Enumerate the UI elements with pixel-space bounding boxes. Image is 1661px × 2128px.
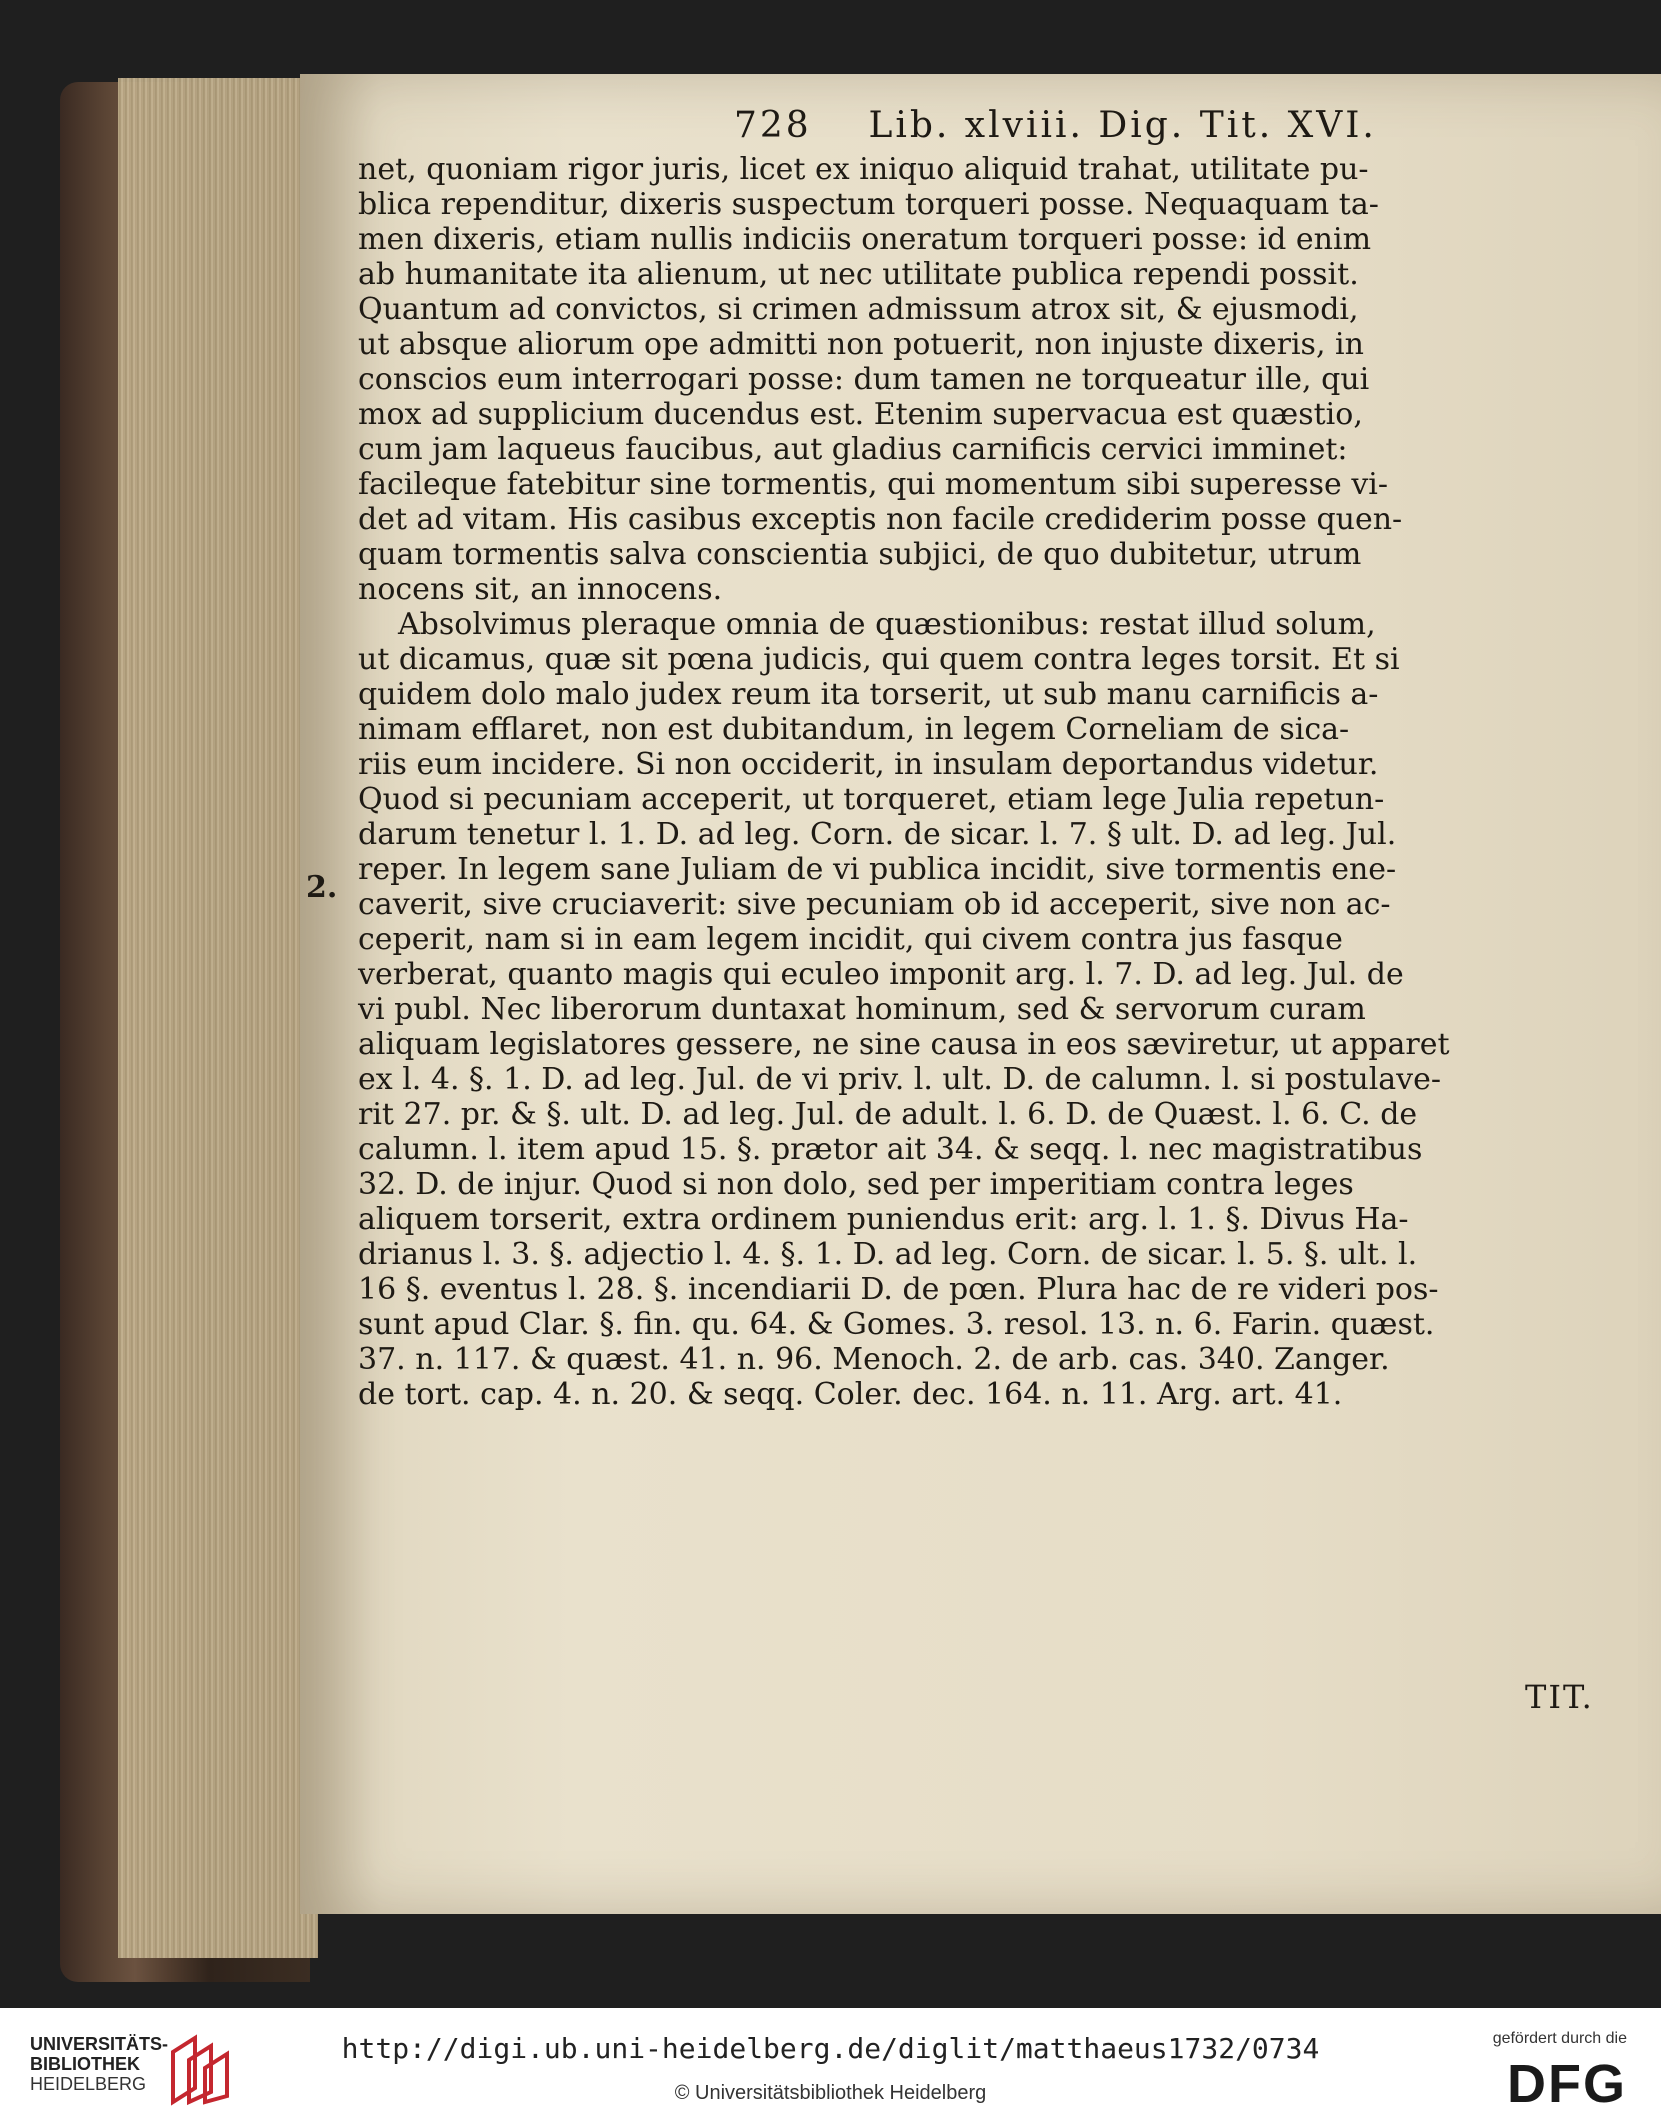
text-line: ceperit, nam si in eam legem incidit, qui civem contra jus fasque: [358, 922, 1343, 957]
text-line: nimam efflaret, non est dubitandum, in legem Corneliam de sica-: [358, 712, 1350, 747]
text-line: drianus l. 3. §. adjectio l. 4. §. 1. D. ad leg. Corn. de sicar. l. 5. §. ult. l.: [358, 1237, 1418, 1272]
text-line: calumn. l. item apud 15. §. prætor ait 34. & seqq. l. nec magistratibus: [358, 1132, 1423, 1167]
text-line: ab humanitate ita alienum, ut nec utilitate publica rependi possit.: [358, 257, 1359, 292]
text-line: riis eum incidere. Si non occiderit, in insulam deportandus videtur.: [358, 747, 1379, 782]
text-line: net, quoniam rigor juris, licet ex iniquo aliquid trahat, utilitate pu-: [358, 152, 1369, 187]
text-line: men dixeris, etiam nullis indiciis oneratum torqueri posse: id enim: [358, 222, 1372, 257]
text-line: vi publ. Nec liberorum duntaxat hominum, sed & servorum curam: [358, 992, 1366, 1027]
funded-by-label: gefördert durch die: [1492, 2030, 1627, 2047]
library-name-line3: HEIDELBERG: [30, 2074, 147, 2094]
running-head-title: Lib. xlviii. Dig. Tit. XVI.: [868, 105, 1377, 146]
text-line: aliquem torserit, extra ordinem puniendus erit: arg. l. 1. §. Divus Ha-: [358, 1202, 1409, 1237]
text-line: mox ad supplicium ducendus est. Etenim supervacua est quæstio,: [358, 397, 1363, 432]
text-line: quam tormentis salva conscientia subjici, de quo dubitetur, utrum: [358, 537, 1362, 572]
text-line: verberat, quanto magis qui eculeo imponit arg. l. 7. D. ad leg. Jul. de: [358, 957, 1404, 992]
text-line: Quod si pecuniam acceperit, ut torqueret, etiam lege Julia repetun-: [358, 782, 1385, 817]
paragraph-number: 2.: [306, 870, 338, 905]
text-line: 16 §. eventus l. 28. §. incendiarii D. de pœn. Plura hac de re videri pos-: [358, 1272, 1439, 1307]
text-line: ut dicamus, quæ sit pœna judicis, qui quem contra leges torsit. Et si: [358, 642, 1400, 677]
dfg-logo: DFG: [1507, 2054, 1627, 2114]
text-line: det ad vitam. His casibus exceptis non facile crediderim posse quen-: [358, 502, 1403, 537]
text-line: reper. In legem sane Juliam de vi publica incidit, sive tormentis ene-: [358, 852, 1397, 887]
text-line: darum tenetur l. 1. D. ad leg. Corn. de sicar. l. 7. § ult. D. ad leg. Jul.: [358, 817, 1397, 852]
text-line: aliquam legislatores gessere, ne sine causa in eos sæviretur, ut apparet: [358, 1027, 1450, 1062]
text-line: caverit, sive cruciaverit: sive pecuniam ob id acceperit, sive non ac-: [358, 887, 1391, 922]
running-head: [734, 105, 1534, 148]
text-lines: [358, 152, 1450, 1412]
catchword: TIT.: [1525, 1678, 1594, 1716]
text-line: ex l. 4. §. 1. D. ad leg. Jul. de vi priv. l. ult. D. de calumn. l. si postulave-: [358, 1062, 1442, 1097]
library-name-line1: UNIVERSITÄTS-: [30, 2034, 169, 2054]
text-line: 37. n. 117. & quæst. 41. n. 96. Menoch. 2. de arb. cas. 340. Zanger.: [358, 1342, 1390, 1377]
text-line: Absolvimus pleraque omnia de quæstionibus: restat illud solum,: [398, 607, 1376, 642]
text-line: 32. D. de injur. Quod si non dolo, sed per imperitiam contra leges: [358, 1167, 1354, 1202]
text-line: rit 27. pr. & §. ult. D. ad leg. Jul. de adult. l. 6. D. de Quæst. l. 6. C. de: [358, 1097, 1418, 1132]
text-line: nocens sit, an innocens.: [358, 572, 723, 607]
text-line: cum jam laqueus faucibus, aut gladius carnificis cervici imminet:: [358, 432, 1348, 467]
text-line: quidem dolo malo judex reum ita torserit, ut sub manu carnificis a-: [358, 677, 1379, 712]
viewer-footer: [0, 2008, 1661, 2128]
text-line: facileque fatebitur sine tormentis, qui momentum sibi superesse vi-: [358, 467, 1389, 502]
text-line: de tort. cap. 4. n. 20. & seqq. Coler. dec. 164. n. 11. Arg. art. 41.: [358, 1377, 1343, 1412]
text-line: conscios eum interrogari posse: dum tamen ne torqueatur ille, qui: [358, 362, 1370, 397]
text-line: Quantum ad convictos, si crimen admissum atrox sit, & ejusmodi,: [358, 292, 1359, 327]
page-edges: [118, 78, 318, 1958]
permalink-url[interactable]: http://digi.ub.uni-heidelberg.de/diglit/matthaeus1732/0734: [341, 2032, 1320, 2065]
text-line: blica rependitur, dixeris suspectum torqueri posse. Nequaquam ta-: [358, 187, 1379, 222]
page-number: 728: [734, 105, 812, 146]
text-line: sunt apud Clar. §. fin. qu. 64. & Gomes. 3. resol. 13. n. 6. Farin. quæst.: [358, 1307, 1435, 1342]
copyright-notice: © Universitätsbibliothek Heidelberg: [674, 2082, 987, 2104]
library-name-line2: BIBLIOTHEK: [30, 2054, 140, 2074]
text-line: ut absque aliorum ope admitti non potuerit, non injuste dixeris, in: [358, 327, 1364, 362]
